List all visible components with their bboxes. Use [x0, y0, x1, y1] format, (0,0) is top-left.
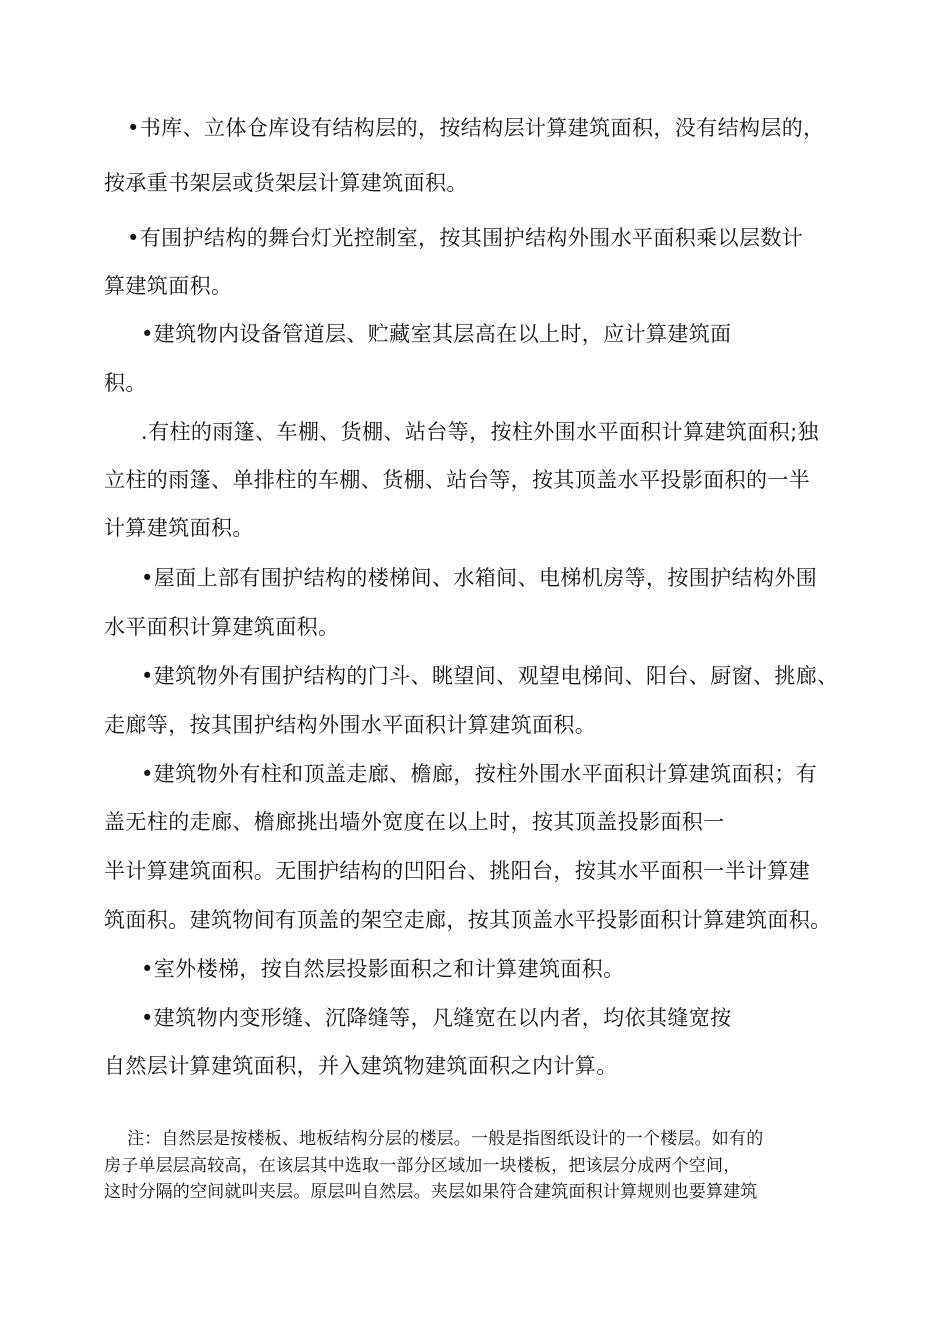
paragraph-1-line-2: 按承重书架层或货架层计算建筑面积。 [104, 171, 468, 195]
note-line-2: 房子单层层高较高，在该层其中选取一部分区域加一块楼板，把该层分成两个空间， [104, 1156, 741, 1176]
paragraph-6-line-2: 走廊等，按其围护结构外围水平面积计算建筑面积。 [104, 713, 597, 737]
paragraph-2-line-1: •有围护结构的舞台灯光控制室，按其围护结构外围水平面积乘以层数计 [127, 226, 804, 250]
paragraph-7-line-1: •建筑物外有柱和顶盖走廊、檐廊，按柱外围水平面积计算建筑面积；有 [141, 762, 818, 786]
paragraph-7-line-4: 筑面积。建筑物间有顶盖的架空走廊，按其顶盖水平投影面积计算建筑面积。 [104, 908, 832, 932]
paragraph-9-line-1: •建筑物内变形缝、沉降缝等，凡缝宽在以内者，均依其缝宽按 [141, 1006, 732, 1030]
paragraph-4-line-3: 计算建筑面积。 [104, 516, 254, 540]
paragraph-4-line-1: .有柱的雨篷、车棚、货棚、站台等，按柱外围水平面积计算建筑面积;独 [141, 420, 819, 444]
paragraph-7-line-2: 盖无柱的走廊、檐廊挑出墙外宽度在以上时，按其顶盖投影面积一 [104, 810, 725, 834]
note-line-3: 这时分隔的空间就叫夹层。原层叫自然层。夹层如果符合建筑面积计算规则也要算建筑 [104, 1182, 758, 1202]
paragraph-7-line-3: 半计算建筑面积。无围护结构的凹阳台、挑阳台，按其水平面积一半计算建 [104, 859, 811, 883]
paragraph-8-line-1: •室外楼梯，按自然层投影面积之和计算建筑面积。 [141, 957, 625, 981]
paragraph-4-line-2: 立柱的雨篷、单排柱的车棚、货棚、站台等，按其顶盖水平投影面积的一半 [104, 468, 811, 492]
paragraph-6-line-1: •建筑物外有围护结构的门斗、眺望间、观望电梯间、阳台、厨窗、挑廊、 [141, 664, 839, 688]
paragraph-3-line-1: •建筑物内设备管道层、贮藏室其层高在以上时，应计算建筑面 [141, 322, 732, 346]
paragraph-5-line-1: •屋面上部有围护结构的楼梯间、水箱间、电梯机房等，按围护结构外围 [141, 566, 818, 590]
paragraph-1-line-1: •书库、立体仓库设有结构层的，按结构层计算建筑面积，没有结构层的， [127, 116, 825, 140]
paragraph-9-line-2: 自然层计算建筑面积，并入建筑物建筑面积之内计算。 [104, 1054, 618, 1078]
paragraph-3-line-2: 积。 [104, 371, 147, 395]
note-line-1: 注：自然层是按楼板、地板结构分层的楼层。一般是指图纸设计的一个楼层。如有的 [127, 1129, 764, 1149]
paragraph-5-line-2: 水平面积计算建筑面积。 [104, 615, 340, 639]
paragraph-2-line-2: 算建筑面积。 [104, 274, 233, 298]
